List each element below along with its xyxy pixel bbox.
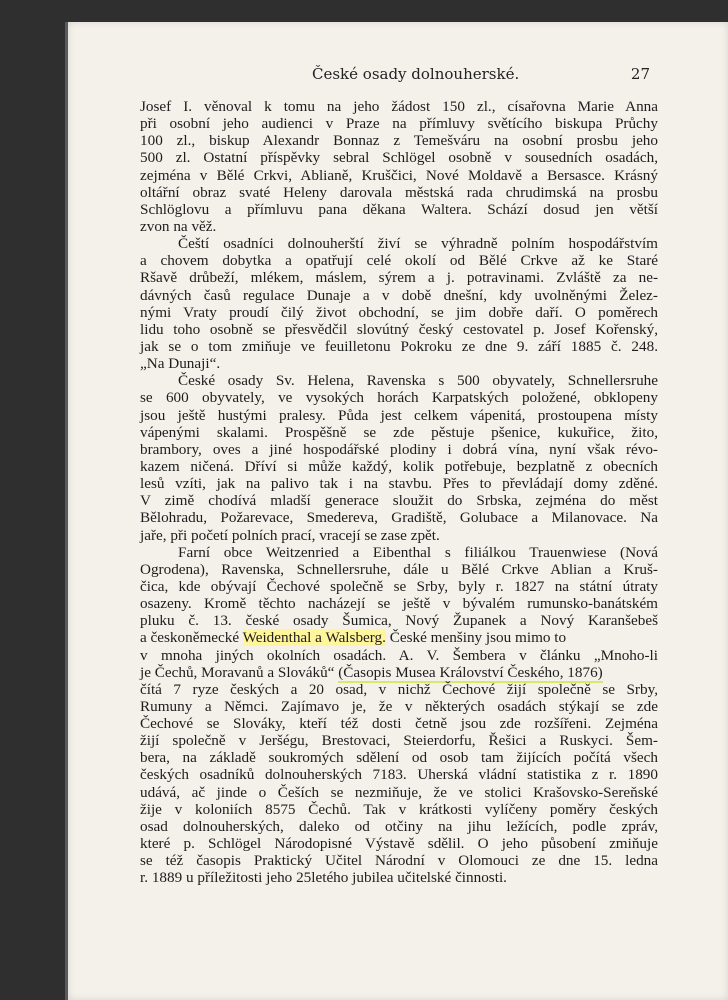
body-text [140, 98, 658, 886]
text-line: žijí společně v Jeršégu, Brestovaci, Steierdorfu, Řešici a Ruskyci. Šem- [140, 732, 658, 750]
text-line: r. 1889 u příležitosti jeho 25letého jubilea učitelské činnosti. [140, 869, 507, 887]
page-edge [65, 22, 68, 1000]
text-fragment: České menšiny jsou mimo to [385, 629, 567, 647]
text-line: v mnoha jiných okolních osadách. A. V. Šembera v článku „Mnoho-li [140, 646, 658, 664]
text-line: které p. Schlögel Národopisné Výstavě sdělil. O jeho působení zmiňuje [140, 835, 658, 853]
running-header [139, 65, 650, 89]
text-line: brambory, oves a jiné hospodářské plodiny i dobrá vína, nyní však révo- [140, 440, 658, 458]
paragraph-start-line: Čeští osadníci dolnouherští živí se výhradně polním hospodářstvím [178, 235, 658, 253]
text-line: nými Vraty proudí čilý život obchodní, se jim dobře daří. O poměrech [140, 303, 658, 321]
text-line: 500 zl. Ostatní příspěvky sebral Schlögel osobně v sousedních osadách, [140, 149, 658, 167]
paragraph-start-line: České osady Sv. Helena, Ravenska s 500 obyvately, Schnellersruhe [178, 372, 658, 390]
text-line: a chovem dobytka a opatřují celé okolí od Bělé Crkve až ke Staré [140, 252, 658, 270]
text-line: kazem ničená. Dříví si může každý, kolik potřebuje, bezplatně z obecních [140, 457, 658, 475]
text-fragment: je Čechů, Moravanů a Slováků“ [140, 663, 339, 681]
text-line: bera, na základě soukromých sdělení od osob tam žijících počítá všech [140, 749, 658, 767]
text-line: 100 zl., biskup Alexandr Bonnaz z Temešváru na osobní prosbu jeho [140, 132, 658, 150]
text-line: „Na Dunaji“. [140, 355, 221, 373]
text-line: čica, kde obývají Čechové společně se Srby, byly r. 1827 na státní útraty [140, 577, 658, 595]
text-line-highlighted [140, 629, 658, 646]
text-line: českých osadníků dolnouherských 7183. Uherská vládní statistika z r. 1890 [140, 766, 658, 784]
text-line: dávných časů regulace Dunaje a v době dnešní, kdy uvolněnými Želez- [140, 286, 658, 304]
text-line: oltářní obraz svaté Heleny darovala městská rada chrudimská na prosbu [140, 183, 658, 201]
text-line: zvon na věž. [140, 217, 217, 235]
text-line: jaře, při početí polních prací, vracejí se zase zpět. [140, 526, 440, 544]
text-line: se 600 obyvately, ve vysokých horách Karpatských položené, obklopeny [140, 389, 658, 407]
text-line: čítá 7 ryze českých a 20 osad, v nichž Čechové žijí společně se Srby, [140, 680, 658, 698]
text-line: se též časopis Praktický Učitel Národní v Olomouci ze dne 15. ledna [140, 852, 658, 870]
underlined-text: (Časopis Musea Království Českého, 1876) [338, 663, 603, 681]
text-line: jsou ještě hustými pralesy. Půda jest celkem vápenitá, prostoupena místy [140, 406, 658, 424]
text-line: jak se o tom zmiňuje ve feuilletonu Pokroku ze dne 9. září 1885 č. 248. [140, 337, 658, 355]
text-line: pluku č. 13. české osady Šumica, Nový Županek a Nový Karanšebeš [140, 612, 658, 630]
text-line: lidu toho osobně se přesvědčil slovútný český cestovatel p. Josef Kořenský, [140, 320, 658, 338]
text-line: osad dolnouherských, daleko od otčiny na jihu ležících, podle zpráv, [140, 817, 658, 835]
text-line: Ršavě drůbeží, mlékem, máslem, sýrem a j. potravinami. Zvláště za ne- [140, 269, 658, 287]
text-line: vápenými skalami. Prospěšně se zde pěstuje pšenice, kukuřice, žito, [140, 423, 658, 441]
text-line: při osobní jeho audienci v Praze na přímluvy světícího biskupa Průchy [140, 115, 658, 133]
text-line: Ogrodena), Ravenska, Schnellersruhe, dále u Bělé Crkve Ablian a Kruš- [140, 560, 658, 578]
running-title: České osady dolnouherské. [312, 65, 520, 83]
page-number: 27 [630, 65, 650, 83]
text-line: udává, ač jinde o Češích se nezmiňuje, že ve stolici Krašovsko-Sereňské [140, 783, 658, 801]
text-line: lesů vzíti, jak na palivo tak i na stavbu. Přes to převládají domy zděné. [140, 475, 658, 493]
text-line-underlined [140, 664, 658, 681]
text-line: Schlöglovu a přímluvu pana děkana Waltera. Schází dosud jen větší [140, 200, 658, 218]
text-line: žije v koloniích 8575 Čechů. Tak v krátkosti vylíčeny poměry českých [140, 800, 658, 818]
text-line: zejména v Bělé Crkvi, Ablianě, Kruščici, Nové Moldavě a Bersasce. Krásný [140, 166, 658, 184]
text-line: Josef I. věnoval k tomu na jeho žádost 150 zl., císařovna Marie Anna [140, 98, 658, 115]
text-line: Bělohradu, Požarevace, Smedereva, Gradiště, Golubace a Milanovace. Na [140, 509, 658, 527]
paragraph-start-line: Farní obce Weitzenried a Eibenthal s filiálkou Trauenwiese (Nová [178, 543, 658, 561]
text-fragment: a českoněmecké [140, 629, 243, 647]
text-line: V zimě chodívá mladší generace sloužit do Srbska, zejména do měst [140, 492, 658, 510]
text-line: Čechové se Slováky, kteří též dosti četně jsou zde rozšířeni. Zejména [140, 715, 658, 733]
highlighted-text: Weidenthal a Walsberg. [242, 629, 386, 647]
text-line: osazeny. Kromě těchto nacházejí se ještě v bývalém rumunsko-banátském [140, 595, 658, 613]
text-line: Rumuny a Němci. Zajímavo je, že v některých osadách stýkají se zde [140, 697, 658, 715]
